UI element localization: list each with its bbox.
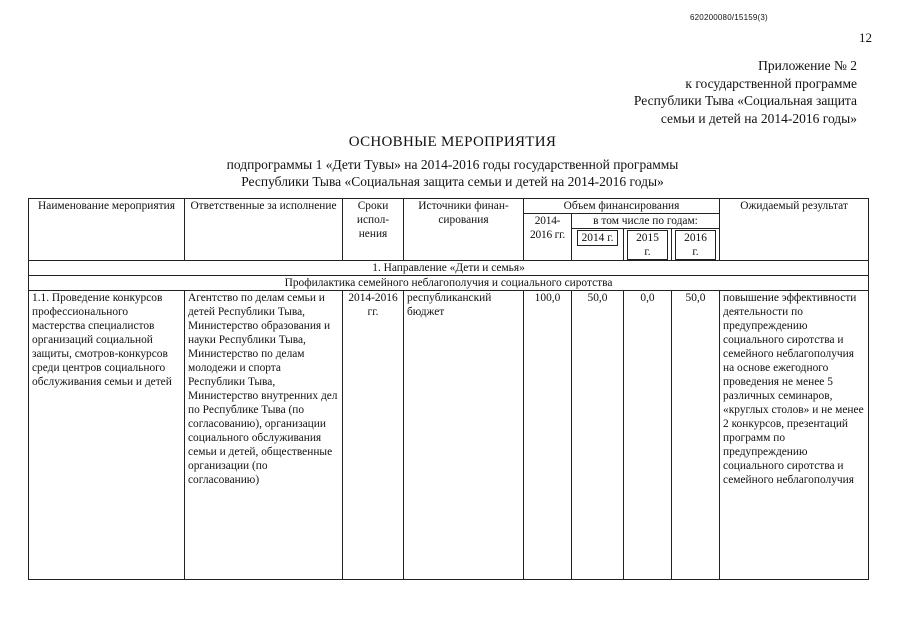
header-by-years: в том числе по годам: bbox=[572, 214, 720, 229]
page-number: 12 bbox=[859, 30, 872, 45]
year-label: 2014 г. bbox=[577, 230, 619, 246]
subsection-row bbox=[29, 276, 869, 291]
subtitle-line: Республики Тыва «Социальная защита семьи и детей на 2014-2016 годы» bbox=[241, 174, 664, 189]
year-label: 2016 г. bbox=[675, 230, 716, 260]
header-result: Ожидаемый результат bbox=[720, 199, 869, 261]
header-year-2014 bbox=[572, 229, 624, 261]
header-total: 2014-2016 гг. bbox=[524, 214, 572, 261]
cell-2014: 50,0 bbox=[572, 291, 624, 580]
appendix-line: семьи и детей на 2014-2016 годы» bbox=[660, 110, 857, 126]
cell-result: повышение эффективности деятельности по предупреждению социального сиротства и семейного неблагополучия на основе ежегодного проведения не менее 5 различных семинаров, «круглых столов» и не менее 2 конкурсов, презентаций программ по предупреждению социального сиротства и семейного неблагополучия bbox=[720, 291, 869, 580]
cell-terms: 2014-2016 гг. bbox=[343, 291, 404, 580]
table-row bbox=[29, 291, 869, 580]
table-header-row bbox=[29, 199, 869, 214]
header-year-2015 bbox=[624, 229, 672, 261]
direction-row bbox=[29, 261, 869, 276]
header-terms: Сроки испол-нения bbox=[343, 199, 404, 261]
header-sources: Источники финан-сирования bbox=[404, 199, 524, 261]
header-responsible: Ответственные за исполнение bbox=[185, 199, 343, 261]
appendix-heading bbox=[527, 57, 857, 127]
header-funding: Объем финансирования bbox=[524, 199, 720, 214]
appendix-line: Приложение № 2 bbox=[758, 58, 857, 73]
appendix-line: Республики Тыва «Социальная защита bbox=[633, 93, 857, 108]
header-name: Наименование мероприятия bbox=[29, 199, 185, 261]
measures-table bbox=[28, 198, 869, 580]
cell-name: 1.1. Проведение конкурсов профессионального мастерства специалистов организаций социальной защиты, смотров-конкурсов среди центров социального обслуживания семьи и детей bbox=[29, 291, 185, 580]
direction-title: 1. Направление «Дети и семья» bbox=[29, 261, 869, 276]
cell-2016: 50,0 bbox=[672, 291, 720, 580]
year-label: 2015 г. bbox=[627, 230, 668, 260]
cell-source: республиканский бюджет bbox=[404, 291, 524, 580]
document-subtitle bbox=[0, 156, 905, 190]
subtitle-line: подпрограммы 1 «Дети Тувы» на 2014-2016 годы государственной программы bbox=[226, 157, 679, 172]
subsection-title: Профилактика семейного неблагополучия и социального сиротства bbox=[29, 276, 869, 291]
header-year-2016 bbox=[672, 229, 720, 261]
document-title: ОСНОВНЫЕ МЕРОПРИЯТИЯ bbox=[348, 134, 557, 150]
cell-2015: 0,0 bbox=[624, 291, 672, 580]
cell-total: 100,0 bbox=[524, 291, 572, 580]
cell-responsible: Агентство по делам семьи и детей Республики Тыва, Министерство образования и науки Республики Тыва, Министерство по делам молодежи и спорта Республики Тыва, Министерство внутренних дел по Республике Тыва (по согласованию), организации социального обслуживания семьи и детей, общественные организации (по согласованию) bbox=[185, 291, 343, 580]
appendix-line: к государственной программе bbox=[685, 75, 857, 91]
document-id: 620200080/15159(3) bbox=[690, 13, 768, 22]
